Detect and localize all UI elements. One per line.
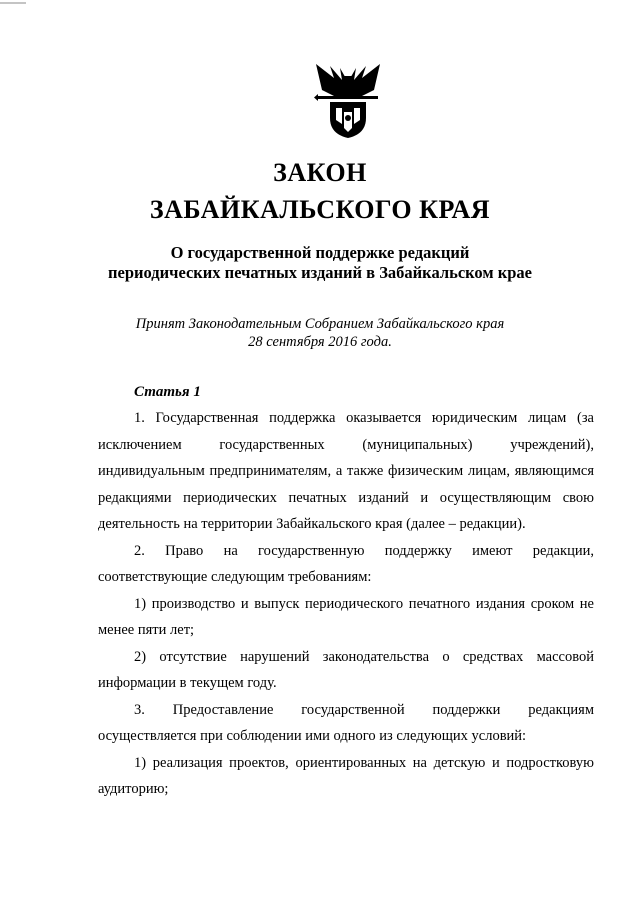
paragraph: 2) отсутствие нарушений законодательства о средствах массовой информации в текущем году.	[98, 648, 594, 691]
document-title-region: ЗАБАЙКАЛЬСКОГО КРАЯ	[149, 195, 491, 224]
adoption-date: 28 сентября 2016 года.	[248, 334, 392, 350]
document-subtitle-line2: периодических печатных изданий в Забайкальском крае	[108, 263, 532, 282]
document-subtitle-line1: О государственной поддержке редакций	[170, 243, 470, 262]
paragraph: 1) производство и выпуск периодического печатного издания сроком не менее пяти лет;	[98, 595, 594, 638]
document-title: ЗАКОН	[273, 158, 367, 187]
article-heading: Статья 1	[134, 384, 201, 400]
paragraph: 1. Государственная поддержка оказывается юридическим лицам (за исключением государственных (муниципальных) учреждений), индивидуальным предпринимателям, а также физическим лицам, являющимся редакциями периодических печатных изданий и осуществляющим свою деятельность на территории Забайкальского края (далее – редакции).	[98, 410, 594, 532]
paragraph: 2. Право на государственную поддержку имеют редакции, соответствующие следующим требованиям:	[98, 542, 594, 585]
paragraph: 3. Предоставление государственной поддержки редакциям осуществляется при соблюдении ими одного из следующих условий:	[98, 701, 594, 744]
adoption-note-line1: Принят Законодательным Собранием Забайкальского края	[135, 316, 505, 332]
coat-of-arms-icon	[312, 56, 384, 140]
paragraph: 1) реализация проектов, ориентированных на детскую и подростковую аудиторию;	[98, 754, 594, 797]
corner-mark	[0, 0, 30, 10]
article-body	[98, 405, 594, 803]
